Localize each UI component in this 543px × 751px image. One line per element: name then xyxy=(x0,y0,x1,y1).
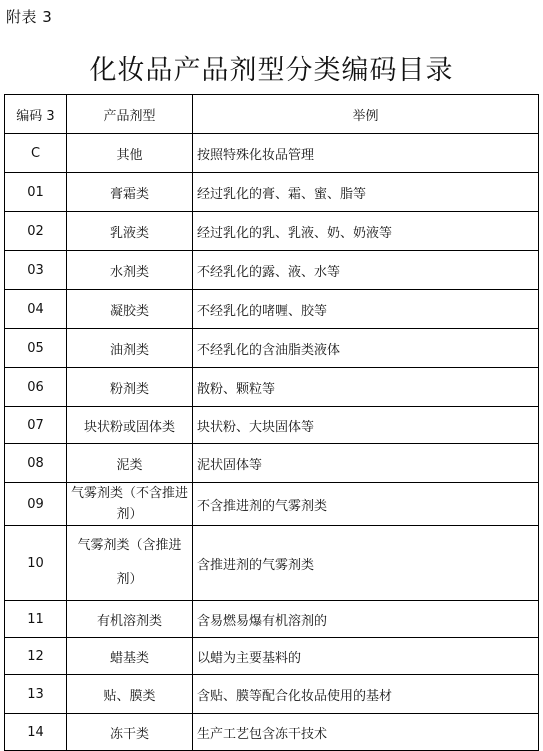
example-cell: 散粉、颗粒等 xyxy=(193,368,539,407)
table-row xyxy=(5,601,539,638)
code-cell: 02 xyxy=(5,212,67,251)
table-row xyxy=(5,526,539,601)
dosage-form-code-table xyxy=(4,94,539,751)
example-cell: 不含推进剂的气雾剂类 xyxy=(193,483,539,526)
example-cell: 含推进剂的气雾剂类 xyxy=(193,526,539,601)
code-cell: 12 xyxy=(5,638,67,675)
table-row xyxy=(5,134,539,173)
dosage-form-text: 气雾剂类（不含推进剂） xyxy=(70,486,188,522)
example-cell: 不经乳化的露、液、水等 xyxy=(193,251,539,290)
dosage-form-cell: 块状粉或固体类 xyxy=(67,407,193,444)
dosage-form-cell: 泥类 xyxy=(67,444,193,483)
dosage-form-cell: 其他 xyxy=(67,134,193,173)
appendix-label: 附表 3 xyxy=(6,8,53,26)
table-row xyxy=(5,714,539,751)
table-row xyxy=(5,173,539,212)
dosage-form-cell xyxy=(67,526,193,601)
code-cell: 03 xyxy=(5,251,67,290)
code-cell: 14 xyxy=(5,714,67,751)
column-header-dosage-form: 产品剂型 xyxy=(67,95,193,134)
example-cell: 以蜡为主要基料的 xyxy=(193,638,539,675)
code-cell: 13 xyxy=(5,675,67,714)
table-row xyxy=(5,675,539,714)
dosage-form-cell: 膏霜类 xyxy=(67,173,193,212)
dosage-form-cell: 贴、膜类 xyxy=(67,675,193,714)
example-cell: 经过乳化的乳、乳液、奶、奶液等 xyxy=(193,212,539,251)
code-cell: 05 xyxy=(5,329,67,368)
dosage-form-cell: 粉剂类 xyxy=(67,368,193,407)
column-header-code: 编码 3 xyxy=(5,95,67,134)
dosage-form-cell: 蜡基类 xyxy=(67,638,193,675)
example-cell: 含贴、膜等配合化妆品使用的基材 xyxy=(193,675,539,714)
dosage-form-cell: 水剂类 xyxy=(67,251,193,290)
table-row xyxy=(5,483,539,526)
table-row xyxy=(5,638,539,675)
table-row xyxy=(5,329,539,368)
page-title: 化妆品产品剂型分类编码目录 xyxy=(89,55,454,86)
code-cell: C xyxy=(5,134,67,173)
code-cell: 01 xyxy=(5,173,67,212)
example-cell: 不经乳化的含油脂类液体 xyxy=(193,329,539,368)
example-cell: 块状粉、大块固体等 xyxy=(193,407,539,444)
table-row xyxy=(5,368,539,407)
code-cell: 09 xyxy=(5,483,67,526)
table-row xyxy=(5,212,539,251)
dosage-form-cell: 油剂类 xyxy=(67,329,193,368)
table-row xyxy=(5,444,539,483)
code-cell: 04 xyxy=(5,290,67,329)
example-cell: 经过乳化的膏、霜、蜜、脂等 xyxy=(193,173,539,212)
code-cell: 11 xyxy=(5,601,67,638)
dosage-form-cell: 乳液类 xyxy=(67,212,193,251)
dosage-form-cell: 有机溶剂类 xyxy=(67,601,193,638)
dosage-form-cell: 凝胶类 xyxy=(67,290,193,329)
dosage-form-cell: 冻干类 xyxy=(67,714,193,751)
example-cell: 按照特殊化妆品管理 xyxy=(193,134,539,173)
example-cell: 生产工艺包含冻干技术 xyxy=(193,714,539,751)
table-header-row xyxy=(5,95,539,134)
dosage-form-text: 气雾剂类（含推进剂） xyxy=(77,538,182,587)
dosage-form-cell xyxy=(67,483,193,526)
example-cell: 不经乳化的啫喱、胶等 xyxy=(193,290,539,329)
table-row xyxy=(5,251,539,290)
example-cell: 泥状固体等 xyxy=(193,444,539,483)
table-row xyxy=(5,407,539,444)
column-header-example: 举例 xyxy=(193,95,539,134)
code-cell: 07 xyxy=(5,407,67,444)
code-cell: 08 xyxy=(5,444,67,483)
code-cell: 10 xyxy=(5,526,67,601)
table-row xyxy=(5,290,539,329)
code-cell: 06 xyxy=(5,368,67,407)
example-cell: 含易燃易爆有机溶剂的 xyxy=(193,601,539,638)
